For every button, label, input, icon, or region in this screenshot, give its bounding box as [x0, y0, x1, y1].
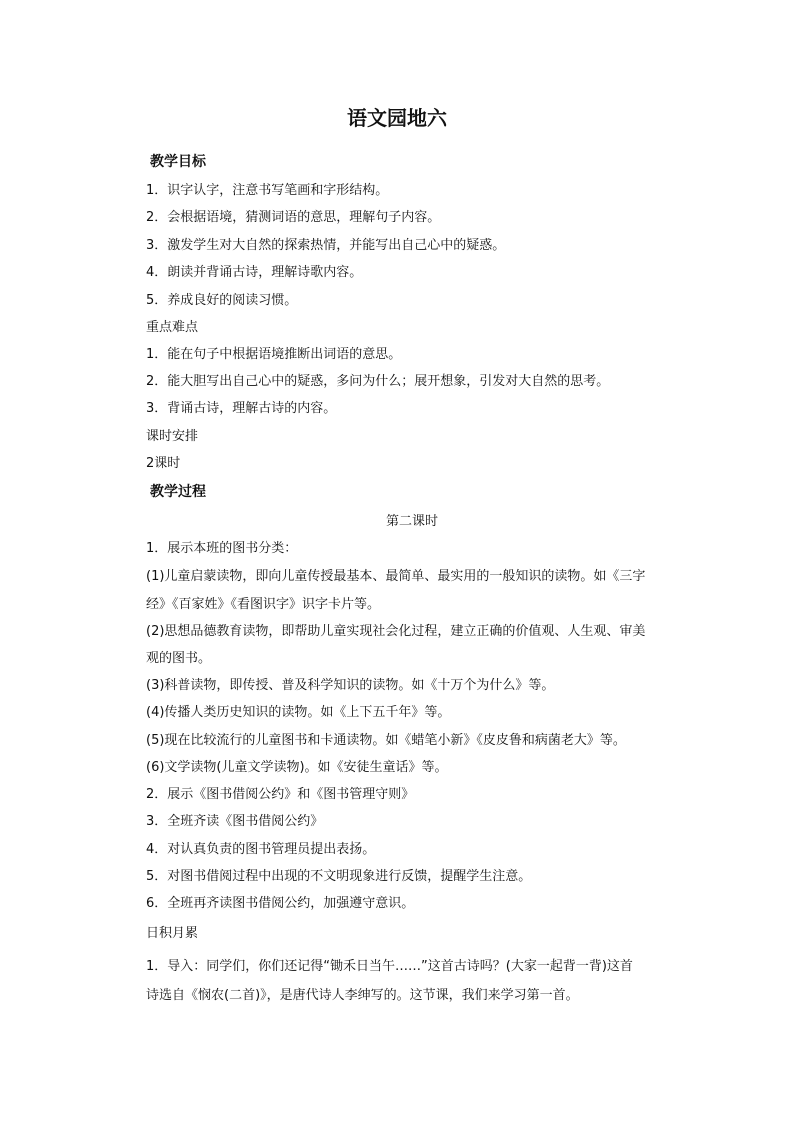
process-line: 经》《百家姓》《看图识字》识字卡片等。 [146, 597, 381, 612]
goal-item: 5．养成良好的阅读习惯。 [146, 293, 298, 308]
keypoints-heading: 重点难点 [146, 320, 199, 335]
process-heading: 教学过程 [150, 484, 206, 500]
goal-item: 2．会根据语境，猜测词语的意思，理解句子内容。 [146, 210, 441, 225]
process-line: 4．对认真负责的图书管理员提出表扬。 [146, 842, 376, 857]
process-line: (2)思想品德教育读物，即帮助儿童实现社会化过程，建立正确的价值观、人生观、审美 [146, 624, 646, 639]
keypoint-item: 3．背诵古诗，理解古诗的内容。 [146, 401, 337, 416]
process-line: (1)儿童启蒙读物，即向儿童传授最基本、最简单、最实用的一般知识的读物。如《三字 [146, 569, 646, 584]
goals-heading: 教学目标 [150, 154, 206, 170]
schedule-value: 2课时 [146, 456, 181, 471]
keypoint-item: 1．能在句子中根据语境推断出词语的意思。 [146, 347, 402, 362]
process-line: (4)传播人类历史知识的读物。如《上下五千年》等。 [146, 705, 451, 720]
process-line: 5．对图书借阅过程中出现的不文明现象进行反馈，提醒学生注意。 [146, 869, 532, 884]
daily-line: 1．导入：同学们，你们还记得“锄禾日当午……”这首古诗吗？(大家一起背一背)这首 [146, 959, 633, 974]
process-line: (3)科普读物，即传授、普及科学知识的读物。如《十万个为什么》等。 [146, 678, 555, 693]
page-title: 语文园地六 [347, 106, 447, 130]
keypoint-item: 2．能大胆写出自己心中的疑惑，多问为什么；展开想象，引发对大自然的思考。 [146, 374, 610, 389]
goal-item: 4．朗读并背诵古诗，理解诗歌内容。 [146, 265, 363, 280]
process-line: 观的图书。 [146, 651, 212, 666]
session-heading: 第二课时 [385, 514, 438, 529]
process-line: 2．展示《图书借阅公约》和《图书管理守则》 [146, 787, 415, 802]
process-line: 6．全班再齐读图书借阅公约，加强遵守意识。 [146, 896, 415, 911]
daily-line: 诗选自《悯农(二首)》，是唐代诗人李绅写的。这节课，我们来学习第一首。 [146, 988, 579, 1003]
process-line: 1．展示本班的图书分类： [146, 541, 298, 556]
goal-item: 1．识字认字，注意书写笔画和字形结构。 [146, 183, 389, 198]
schedule-heading: 课时安排 [146, 429, 199, 444]
process-line: (6)文学读物(儿童文学读物)。如《安徒生童话》等。 [146, 760, 448, 775]
daily-heading: 日积月累 [146, 926, 199, 941]
process-line: (5)现在比较流行的儿童图书和卡通读物。如《蜡笔小新》《皮皮鲁和病菌老大》等。 [146, 733, 626, 748]
process-line: 3．全班齐读《图书借阅公约》 [146, 814, 324, 829]
goal-item: 3．激发学生对大自然的探索热情，并能写出自己心中的疑惑。 [146, 238, 506, 253]
